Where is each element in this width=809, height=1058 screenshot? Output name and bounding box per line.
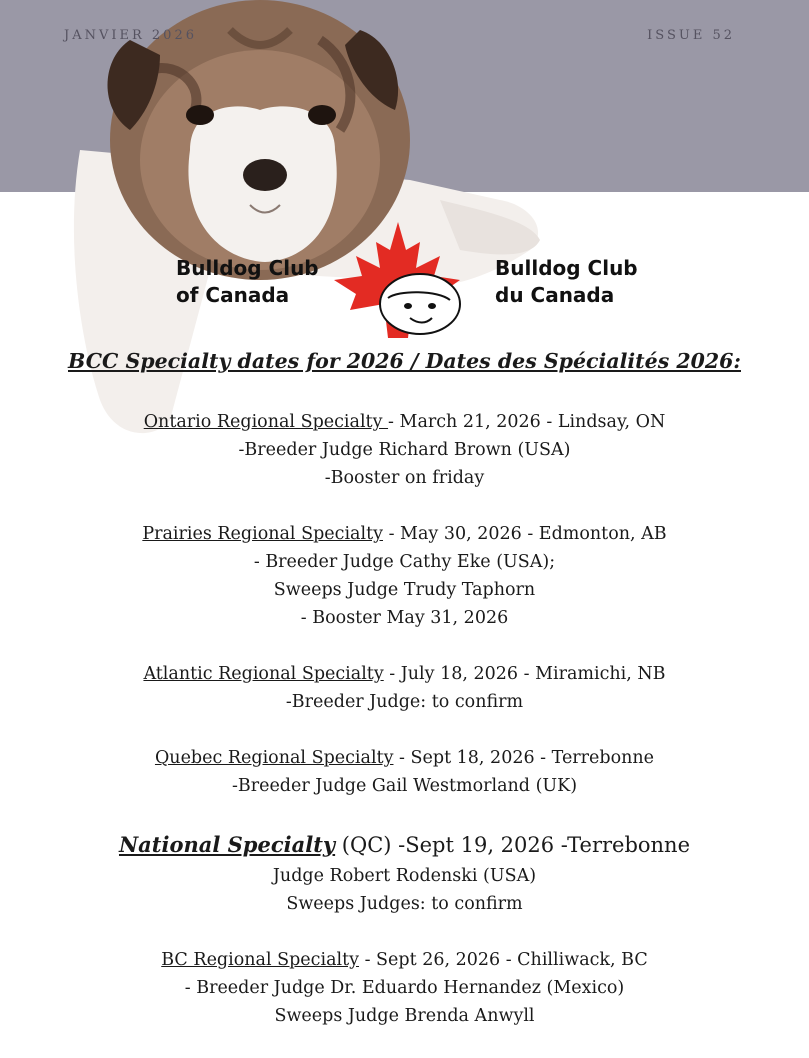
national-specialty-link[interactable]: National Specialty [118,832,336,857]
atlantic-judge: -Breeder Judge: to confirm [285,692,524,712]
prairies-details: - May 30, 2026 - Edmonton, AB [383,524,667,544]
national-sweeps: Sweeps Judges: to confirm [286,894,523,914]
prairies-judge: - Breeder Judge Cathy Eke (USA); [253,552,556,572]
bc-details: - Sept 26, 2026 - Chilliwack, BC [359,950,648,970]
ontario-specialty-link[interactable]: Ontario Regional Specialty [143,412,389,432]
logo-right-line2: du Canada [495,283,615,307]
logo-left-line2: of Canada [176,283,290,307]
specialty-list [0,342,809,1058]
bc-specialty [0,946,809,1030]
quebec-specialty-link[interactable]: Quebec Regional Specialty [154,748,394,768]
prairies-specialty [0,520,809,632]
ontario-specialty [0,408,809,492]
national-judge: Judge Robert Rodenski (USA) [272,866,537,886]
atlantic-specialty [0,660,809,716]
prairies-booster: - Booster May 31, 2026 [300,608,509,628]
logo-left-line1: Bulldog Club [176,256,319,280]
prairies-sweeps: Sweeps Judge Trudy Taphorn [273,580,536,600]
logo-text-english [176,255,319,309]
bc-judge: - Breeder Judge Dr. Eduardo Hernandez (Mexico) [184,978,625,998]
club-logo [0,220,809,340]
page-heading: BCC Specialty dates for 2026 / Dates des Spécialités 2026: [68,349,741,373]
quebec-details: - Sept 18, 2026 - Terrebonne [393,748,655,768]
bc-specialty-link[interactable]: BC Regional Specialty [161,950,360,970]
atlantic-details: - July 18, 2026 - Miramichi, NB [383,664,666,684]
quebec-judge: -Breeder Judge Gail Westmorland (UK) [231,776,578,796]
ontario-details: - March 21, 2026 - Lindsay, ON [388,412,666,432]
prairies-specialty-link[interactable]: Prairies Regional Specialty [142,524,383,544]
atlantic-specialty-link[interactable]: Atlantic Regional Specialty [143,664,384,684]
national-details: (QC) -Sept 19, 2026 -Terrebonne [335,833,691,857]
maple-leaf-bulldog-icon [328,220,468,340]
bc-sweeps: Sweeps Judge Brenda Anwyll [274,1006,535,1026]
masthead-issue: ISSUE 52 [647,28,735,43]
ontario-booster: -Booster on friday [324,468,485,488]
masthead-date: JANVIER 2026 [64,28,197,43]
national-specialty [0,828,809,918]
logo-text-french [495,255,638,309]
logo-right-line1: Bulldog Club [495,256,638,280]
quebec-specialty [0,744,809,800]
ontario-judge: -Breeder Judge Richard Brown (USA) [238,440,571,460]
